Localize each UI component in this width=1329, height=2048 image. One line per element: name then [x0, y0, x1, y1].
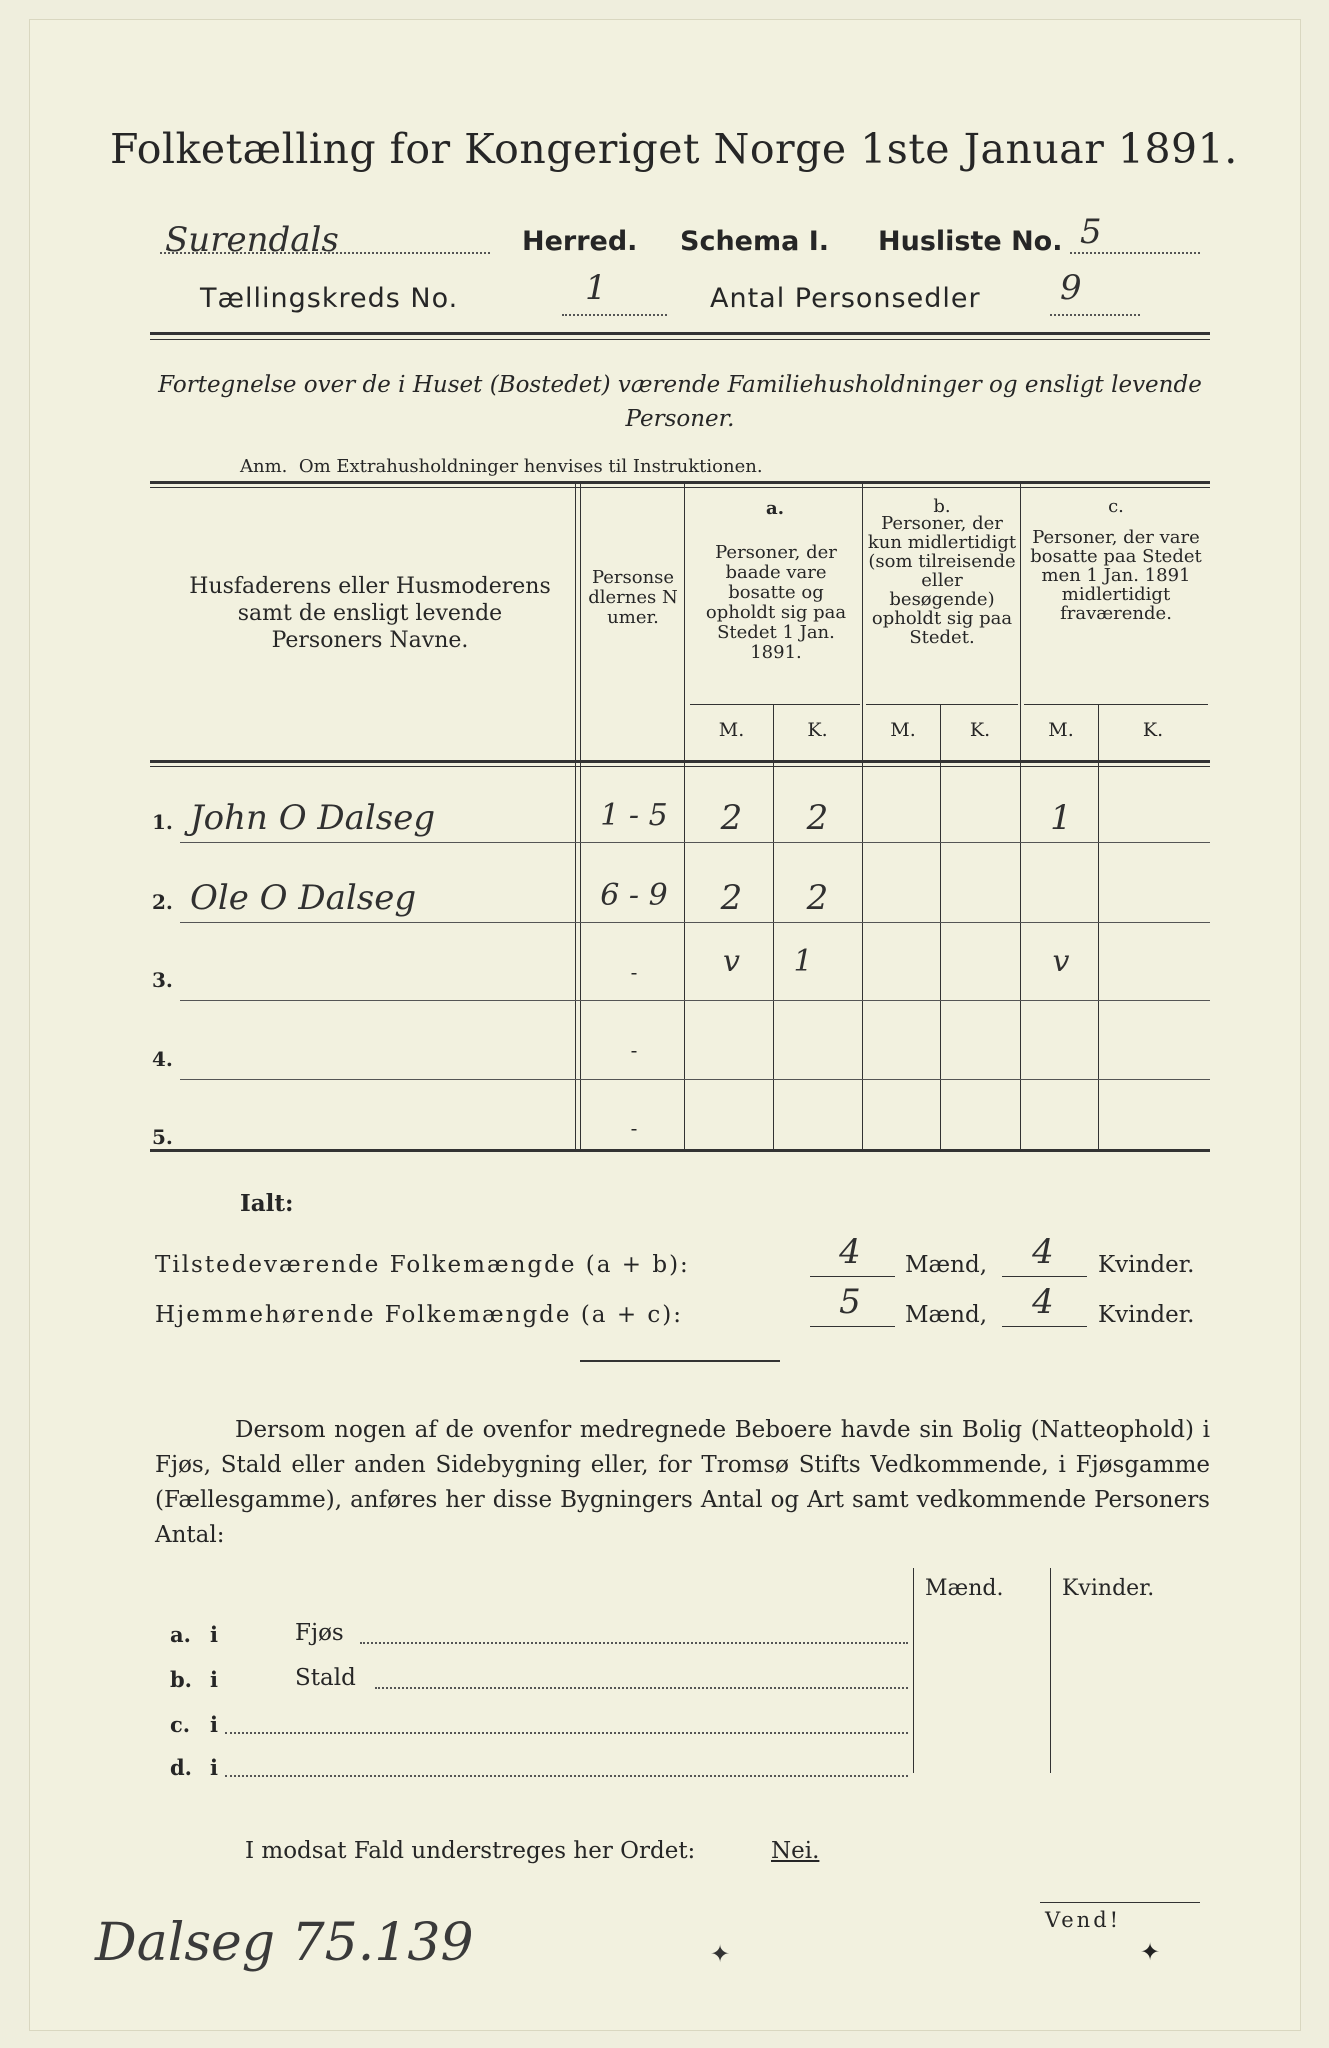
- row-number: 4.: [152, 1047, 173, 1071]
- a-k-label: K.: [807, 719, 828, 741]
- bld-row-letter: d.: [170, 1755, 192, 1780]
- vline-am: [773, 705, 774, 1149]
- row-a-k: 1: [793, 944, 813, 979]
- separator-rule: [580, 1360, 780, 1362]
- col-c-header: Personer, der vare bosatte paa Stedet men 1 Jan. 1891 midlertidigt fraværende.: [1030, 527, 1202, 624]
- vend-label: Vend!: [1045, 1908, 1122, 1932]
- signature: Dalseg 75.139: [95, 1913, 474, 1973]
- tilstede-maend-value: 4: [839, 1232, 861, 1272]
- bld-row-label: Fjøs: [295, 1620, 344, 1646]
- intro-text: Fortegnelse over de i Huset (Bostedet) værende Familiehusholdninger og ensligt levende Personer.: [158, 372, 1202, 432]
- buildings-kvinder-header: Kvinder.: [1062, 1576, 1155, 1601]
- bld-row-dots: [225, 1732, 908, 1734]
- row-sedler-numer: -: [630, 1116, 638, 1140]
- bld-row-dots: [375, 1687, 908, 1689]
- row-number: 2.: [152, 890, 173, 914]
- table-top-rule-2: [150, 487, 1210, 488]
- row-number: 5.: [152, 1125, 173, 1149]
- col-b-letter: b.: [933, 496, 951, 517]
- bld-row-dots: [360, 1642, 908, 1644]
- row-rule: [180, 842, 1210, 843]
- schema-label: Schema I.: [680, 226, 830, 257]
- col-name-header: Husfaderens eller Husmoderens samt de ensligt levende Personers Navne.: [189, 574, 551, 653]
- row-sedler-numer: 6 - 9: [600, 878, 668, 913]
- vline-a: [862, 484, 863, 1149]
- col-a-letter: a.: [766, 498, 784, 519]
- bld-row-letter: c.: [170, 1712, 191, 1737]
- kreds-dots: [562, 314, 667, 316]
- bld-vline-2: [1050, 1568, 1051, 1773]
- b-m-label: M.: [890, 719, 916, 741]
- tilstede-label: Tilstedeværende Folkemængde (a + b):: [155, 1252, 690, 1278]
- tilstede-kvinder-value: 4: [1032, 1232, 1054, 1272]
- row-rule: [180, 1000, 1210, 1001]
- kreds-value: 1: [585, 268, 607, 308]
- personsedler-dots: [1050, 314, 1140, 316]
- husliste-dots: [1070, 252, 1200, 254]
- bld-row-dots: [225, 1775, 908, 1777]
- header-bottom-rule: [150, 760, 1210, 763]
- col-num-header: Personsedlernes Numer.: [588, 567, 678, 628]
- vline-cm: [1098, 705, 1099, 1149]
- tilstede-kvinder-line: [1002, 1276, 1087, 1277]
- husliste-value: 5: [1080, 212, 1102, 252]
- herred-label: Herred.: [522, 226, 638, 257]
- bld-vline-1: [913, 1568, 914, 1773]
- col-a-header: Personer, der baade vare bosatte og opholdt sig paa Stedet 1 Jan. 1891.: [705, 542, 847, 663]
- herred-dots: [160, 252, 490, 254]
- bld-row-i: i: [210, 1667, 218, 1692]
- row-a-m: 2: [720, 798, 743, 838]
- ink-mark: ✦: [710, 1940, 731, 1968]
- bld-row-i: i: [210, 1712, 218, 1737]
- vline-name: [575, 484, 576, 1149]
- vline-num: [684, 484, 685, 1149]
- mk-rule-b: [866, 704, 1018, 705]
- row-number: 3.: [152, 968, 173, 992]
- personsedler-value: 9: [1060, 268, 1082, 308]
- ink-mark: ✦: [1140, 1938, 1161, 1966]
- vline-name-2: [580, 484, 581, 1149]
- kvinder-label: Kvinder.: [1098, 1302, 1195, 1328]
- hjemme-kvinder-line: [1002, 1326, 1087, 1327]
- row-rule: [180, 922, 1210, 923]
- col-b-header: Personer, der kun midlertidigt (som tilreisende eller besøgende) opholdt sig paa Stedet.: [867, 513, 1017, 648]
- header-bottom-rule-2: [150, 766, 1210, 767]
- census-form: [30, 20, 1300, 2030]
- row-name: Ole O Dalseg: [190, 878, 417, 918]
- vline-b: [1020, 484, 1021, 1149]
- row-a-k: 2: [806, 878, 829, 918]
- header-double-rule-2: [150, 339, 1210, 340]
- buildings-text: Dersom nogen af de ovenfor medregnede Beboere havde sin Bolig (Natteophold) i Fjøs, Stald eller anden Sidebygning eller, for Tromsø Stifts Vedkommende, i Fjøsgamme (Fællesgamme), anføres her disse Bygningers Antal og Art samt vedkommende Personers Antal:: [155, 1417, 1210, 1548]
- c-k-label: K.: [1142, 719, 1164, 741]
- mk-rule-c: [1024, 704, 1208, 705]
- hjemme-maend-value: 5: [839, 1282, 861, 1322]
- bld-row-label: Stald: [295, 1665, 356, 1691]
- row-c-m: v: [1052, 944, 1070, 979]
- personsedler-label: Antal Personsedler: [710, 283, 981, 314]
- vline-bm: [940, 705, 941, 1149]
- row-a-k: 2: [806, 798, 829, 838]
- row-a-m: 2: [720, 878, 743, 918]
- kreds-label: Tællingskreds No.: [200, 283, 459, 314]
- c-m-label: M.: [1048, 719, 1074, 741]
- bld-row-i: i: [210, 1622, 218, 1647]
- maend-label: Mænd,: [905, 1252, 988, 1278]
- tilstede-maend-line: [810, 1276, 895, 1277]
- row-rule: [180, 1079, 1210, 1080]
- row-number: 1.: [152, 810, 173, 834]
- bld-row-i: i: [210, 1755, 218, 1780]
- maend-label: Mænd,: [905, 1302, 988, 1328]
- modsat-text: I modsat Fald understreges her Ordet:: [245, 1838, 696, 1864]
- col-c-letter: c.: [1108, 496, 1124, 517]
- hjemme-kvinder-value: 4: [1032, 1282, 1054, 1322]
- row-sedler-numer: 1 - 5: [600, 798, 668, 833]
- row-c-m: 1: [1050, 798, 1072, 838]
- hjemme-maend-line: [810, 1326, 895, 1327]
- a-m-label: M.: [718, 719, 745, 741]
- b-k-label: K.: [969, 719, 991, 741]
- form-title: Folketælling for Kongeriget Norge 1ste Januar 1891.: [110, 125, 1238, 173]
- ialt-label: Ialt:: [240, 1190, 294, 1217]
- row-sedler-numer: -: [630, 1038, 638, 1062]
- bld-row-letter: a.: [170, 1622, 191, 1647]
- header-double-rule: [150, 332, 1210, 335]
- vend-rule: [1040, 1902, 1200, 1903]
- buildings-maend-header: Mænd.: [925, 1576, 1004, 1601]
- bld-row-letter: b.: [170, 1667, 192, 1692]
- table-top-rule: [150, 481, 1210, 484]
- mk-rule-a: [690, 704, 860, 705]
- row-a-m: v: [723, 944, 740, 979]
- husliste-label: Husliste No.: [878, 226, 1063, 257]
- anm-note: Anm. Om Extrahusholdninger henvises til Instruktionen.: [240, 456, 763, 477]
- row-name: John O Dalseg: [190, 798, 436, 838]
- nei-word: Nei.: [771, 1838, 820, 1864]
- herred-value: Surendals: [165, 220, 339, 260]
- table-bottom-rule: [150, 1149, 1210, 1152]
- kvinder-label: Kvinder.: [1098, 1252, 1195, 1278]
- row-sedler-numer: -: [630, 960, 638, 984]
- hjemme-label: Hjemmehørende Folkemængde (a + c):: [155, 1302, 683, 1328]
